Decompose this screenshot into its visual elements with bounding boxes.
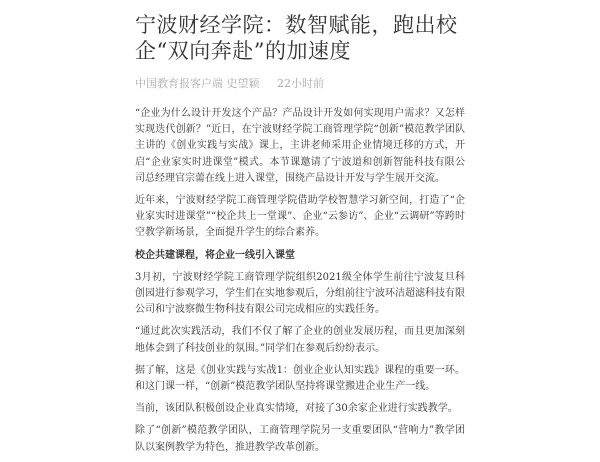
article [135, 12, 465, 462]
article-meta [135, 76, 465, 92]
paragraph: 近年来，宁波财经学院工商管理学院借助学校智慧学习新空间，打造了“企业家实时进课堂”“校企共上一堂课”、企业“云参访”、企业“云调研”等跨时空教学新场景，全面提升学生的综合素养。 [135, 195, 465, 239]
article-body [135, 106, 465, 456]
paragraph: “通过此次实践活动，我们不仅了解了企业的创业发展历程，而且更加深刻地体会到了科技创业的氛围。”同学们在参观后纷纷表示。 [135, 326, 465, 354]
paragraph: 除了“创新”模范教学团队，工商管理学院另一支重要团队“营响力”教学团队以案例教学为特色，推进教学改革创新。 [135, 425, 465, 453]
article-time: 22小时前 [277, 77, 324, 90]
article-title: 宁波财经学院：数智赋能，跑出校企“双向奔赴”的加速度 [135, 13, 458, 63]
paragraph: 据了解，这是《创业实践与实战1：创业企业认知实践》课程的重要一环。和这门课一样，“创新”模范教学团队坚持将课堂搬进企业生产一线。 [135, 364, 465, 393]
paragraph: 3月初，宁波财经学院工商管理学院组织2021级全体学生前往宁波复旦科创园进行参观学习，学生们在实地参观后，分组前往宁波环洁超滤科技有限公司和宁波察微生物科技有限公司完成相应的实践任务。 [135, 271, 465, 316]
section-subheading: 校企共建课程，将企业一线引入课堂 [135, 249, 295, 261]
article-source[interactable]: 中国教育报客户端 史望颖 [135, 77, 260, 90]
paragraph: 当前，该团队积极创设企业真实情境，对接了30余家企业进行实践教学。 [135, 403, 458, 415]
paragraph: “企业为什么设计开发这个产品？产品设计开发如何实现用户需求？又怎样实现迭代创新？”近日，在宁波财经学院工商管理学院“创新”模范教学团队主讲的《创业实践与实战》课上，主讲老师采用企业情境迁移的方式，开启“企业家实时进课堂”模式。本节课邀请了宁波道和创新智能科技有限公司总经理官宗薷在线上进入课堂，围绕产品设计开发与学生展开交流。 [135, 108, 465, 184]
